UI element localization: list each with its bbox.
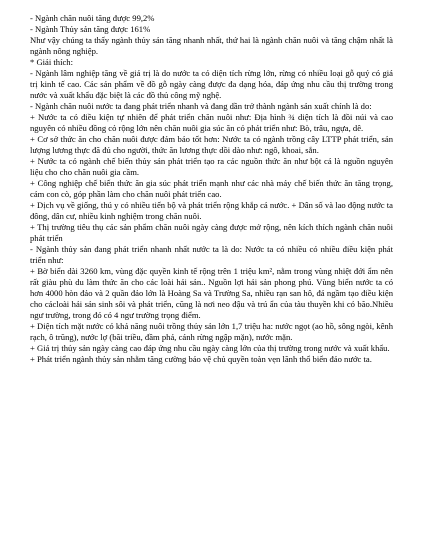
paragraph-seafood-processing: + Nước ta có ngành chế biến thủy sản phát triển tạo ra các nguồn thức ăn như bột cá là nguồn nguyên liệu cho cho chăn nuôi gia cầm. xyxy=(30,156,393,177)
paragraph-sovereignty: + Phát triển ngành thủy sản nhằm tăng cường bảo vệ chủ quyền toàn vẹn lãnh thổ biển đảo nước ta. xyxy=(30,354,372,364)
paragraph-water-surface: + Diện tích mặt nước có khả năng nuôi trồng thủy sản lớn 1,7 triệu ha: nước ngọt (ao hồ, sông ngòi, kênh rạch, ô trũng), nước lợ (bãi triều, đầm phá, cánh rừng ngập mặn), nước mặn. xyxy=(30,321,393,342)
paragraph-fishery-reasons: - Ngành thủy sản đang phát triển nhanh nhất nước ta là do: Nước ta có nhiều có nhiều điều kiện phát triển như: xyxy=(30,244,393,265)
paragraph-coastline: + Bờ biển dài 3260 km, vùng đặc quyền kinh tế rộng trên 1 triệu km², nằm trong vùng nhiệt đới ẩm nên rất giàu phù du làm thức ăn cho các loài hải sản.. Nguồn lợi hải sản phong phú. Vùng biển nước ta có hơn 4000 hòn đảo và 2 quần đảo lớn là Hoàng Sa và Trường Sa, nhiều rạn san hô, đá ngầm tạo điều kiện cho cácloài hải sản sinh sôi và phát triển, cũng là nơi neo đậu và trú ẩn của tàu thuyền khi có bão.Nhiều ngư trường, trong đó có 4 ngư trường trọng điểm. xyxy=(30,266,393,320)
paragraph-explanation-heading: * Giải thích: xyxy=(30,57,73,67)
paragraph-natural-conditions: + Nước ta có điều kiện tự nhiên để phát triển chăn nuôi như: Địa hình ¾ diện tích là đồi núi và cao nguyên có nhiều đồng cỏ rộng lớn nên chăn nuôi gia súc ăn cỏ phát triển như: Bò, trâu, ngựa, dê. xyxy=(30,112,393,133)
paragraph-conclusion: Như vậy chúng ta thấy ngành thủy sản tăng nhanh nhất, thứ hai là ngành chăn nuôi và tăng chậm nhất là ngành nông nghiệp. xyxy=(30,35,393,56)
paragraph-feed-base: + Cơ sở thức ăn cho chăn nuôi được đảm bảo tốt hơn: Nước ta có ngành trồng cây LTTP phát triển, sản lượng lương thực đã đủ cho người, thức ăn lương thực dồi dào như: ngô, khoai, sắn. xyxy=(30,134,393,155)
paragraph-fishery-value: + Giá trị thủy sản ngày càng cao đáp ứng nhu cầu ngày càng lớn của thị trường trong nước và xuất khẩu. xyxy=(30,343,390,353)
paragraph-livestock-reasons: - Ngành chăn nuôi nước ta đang phát triển nhanh và đang dần trở thành ngành sản xuất chính là do: xyxy=(30,101,372,111)
paragraph-breeding-services: + Dịch vụ về giống, thú y có nhiều tiến bộ và phát triển rộng khắp cả nước. + Dân số và lao động nước ta đông, dân cư, nhiều kinh nghiệm trong chăn nuôi. xyxy=(30,200,393,221)
paragraph-forestry: - Ngành lâm nghiệp tăng về giá trị là do nước ta có diện tích rừng lớn, rừng có nhiều loại gỗ quý có giá trị kinh tế cao. Các sản phẩm về đồ gỗ ngày càng được đa dạng hóa, đáp ứng nhu cầu thị trường trong nước và xuất khẩu đặc biệt là các đồ thủ công mỹ nghệ. xyxy=(30,68,393,100)
paragraph-fishery-growth: - Ngành Thủy sản tăng được 161% xyxy=(30,24,151,34)
paragraph-livestock-growth: - Ngành chăn nuôi tăng được 99,2% xyxy=(30,13,155,23)
paragraph-market: + Thị trường tiêu thụ các sản phẩm chăn nuôi ngày càng được mở rộng, nên kích thích ngành chăn nuôi phát triển xyxy=(30,222,393,243)
paragraph-feed-industry: + Công nghiệp chế biến thức ăn gia súc phát triển mạnh như các nhà máy chế biến thức ăn tăng trọng, cám con cò, góp phần làm cho chăn nuôi phát triển cao. xyxy=(30,178,393,199)
